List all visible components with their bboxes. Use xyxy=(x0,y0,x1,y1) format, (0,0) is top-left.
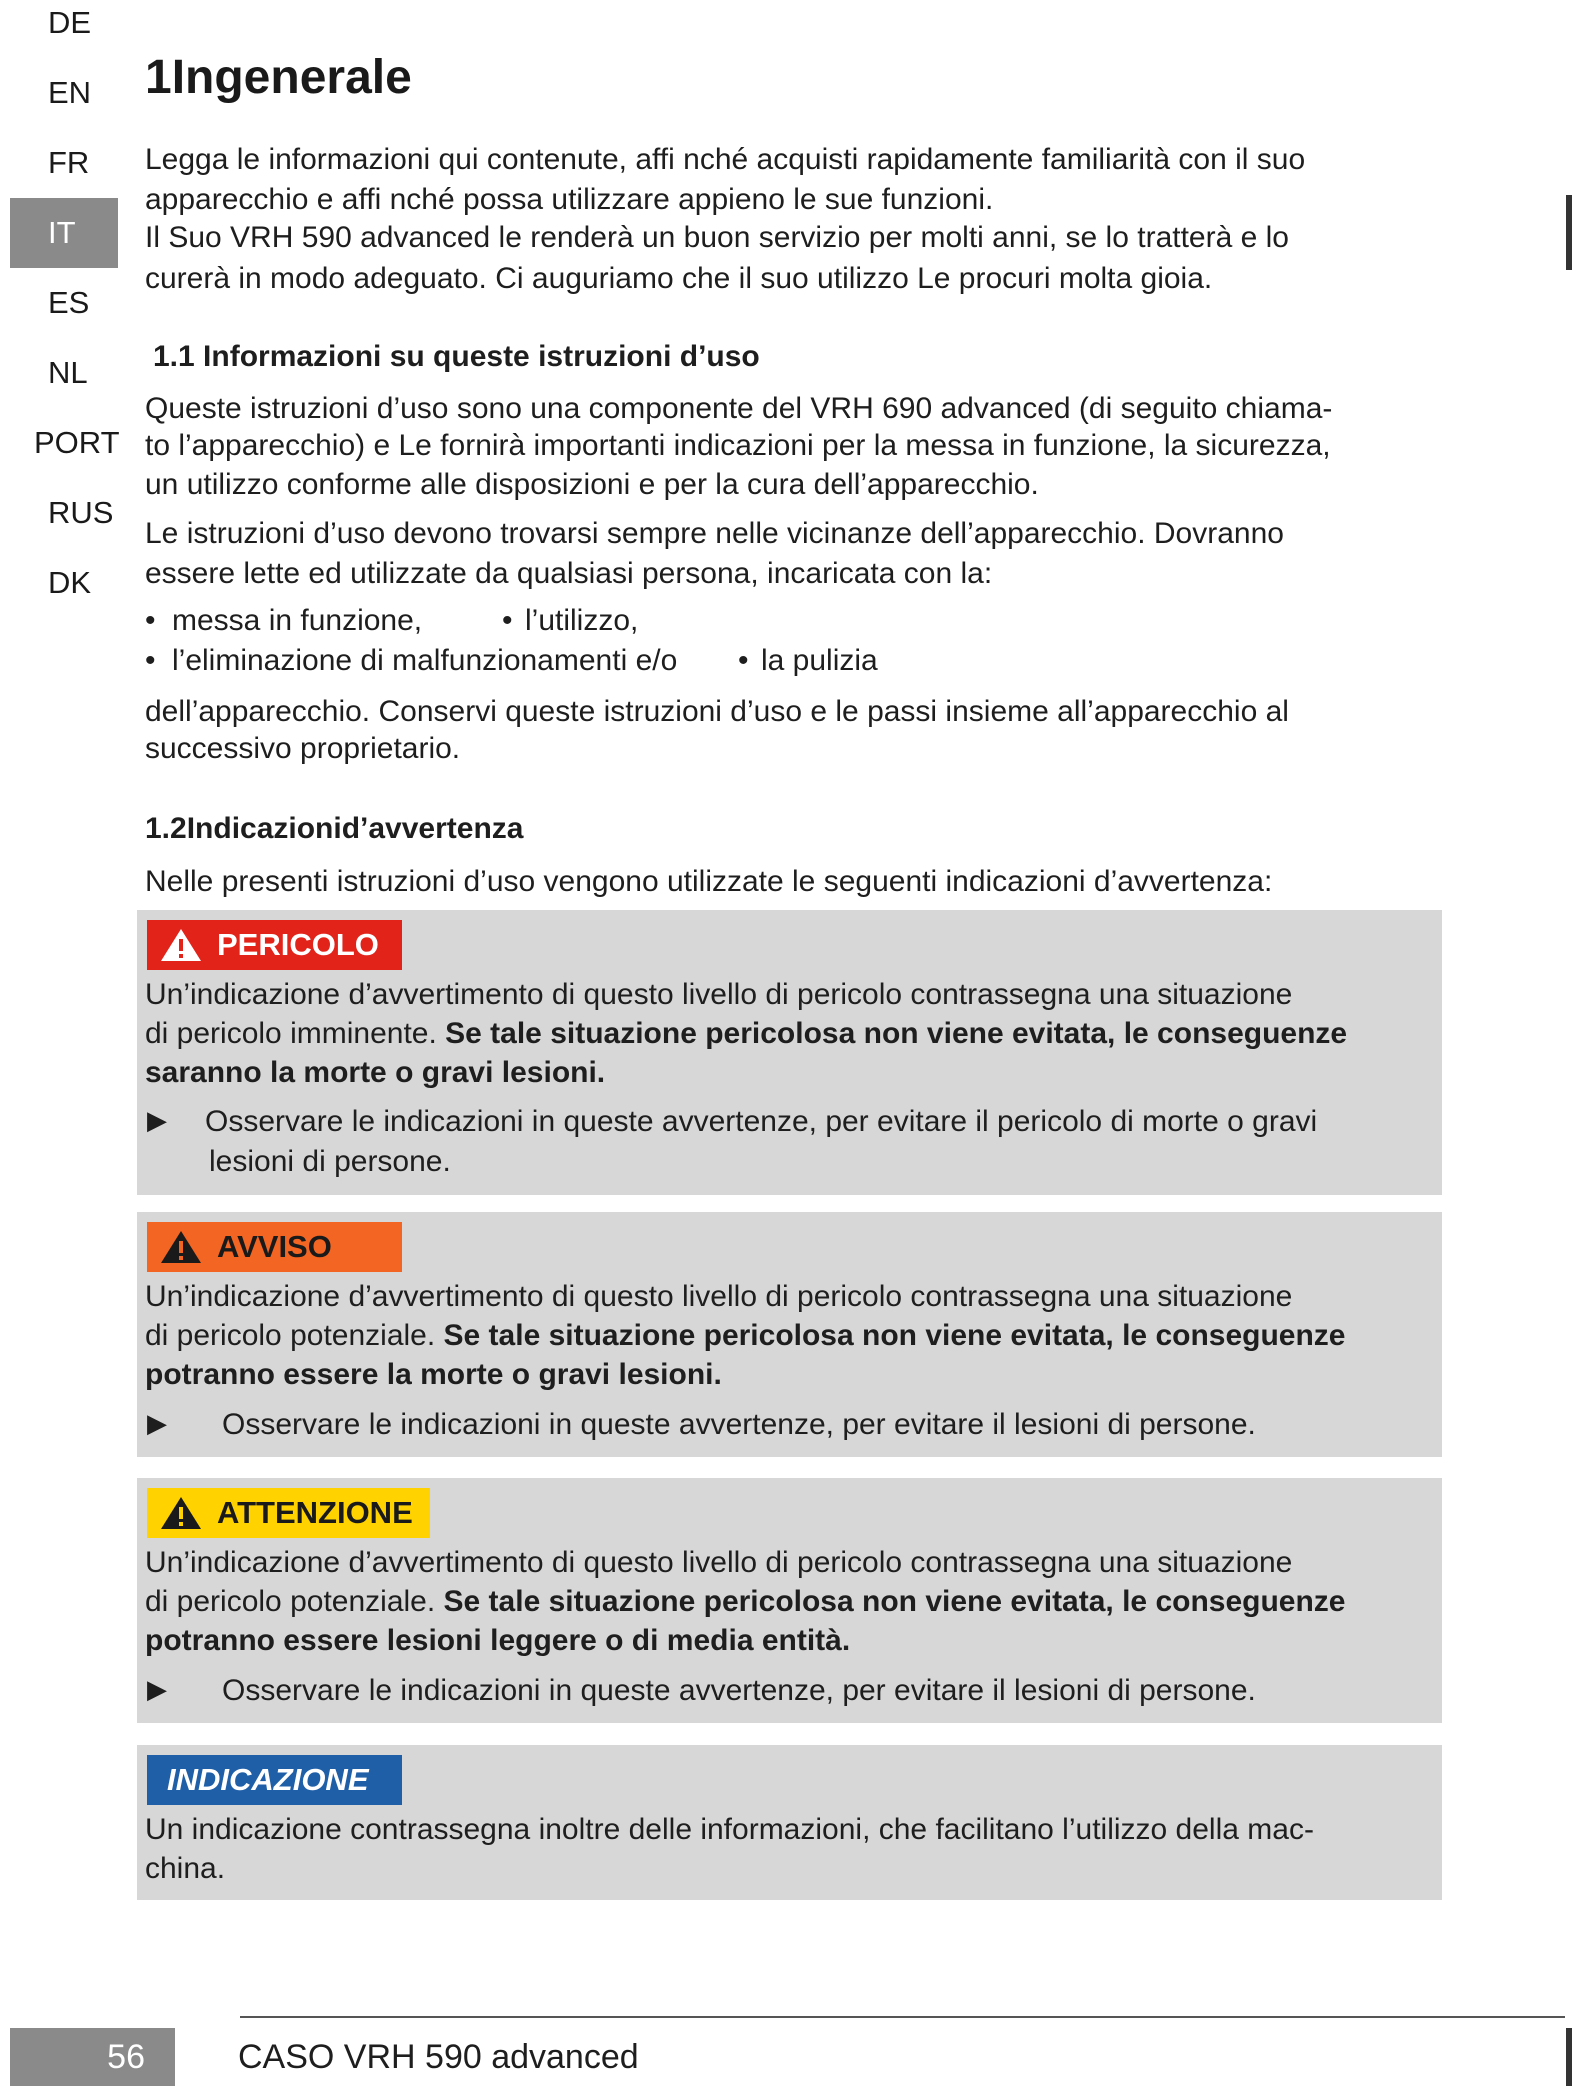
lang-tab-it[interactable]: IT xyxy=(10,198,118,268)
bullet-dot: • xyxy=(502,604,513,637)
intro-line: curerà in modo adeguato. Ci auguriamo che il suo utilizzo Le procuri molta gioia. xyxy=(145,262,1213,295)
arrow-right-icon: ▶ xyxy=(147,1105,167,1135)
page-edge-mark xyxy=(1566,195,1572,270)
section-text: Le istruzioni d’uso devono trovarsi sempre nelle vicinanze dell’apparecchio. Dovranno xyxy=(145,517,1284,550)
section-heading-1-1: 1.1 Informazioni su queste istruzioni d’uso xyxy=(153,340,760,373)
badge-indicazione xyxy=(147,1755,402,1805)
info-text xyxy=(145,1810,1314,1888)
text-normal: di pericolo potenziale. xyxy=(145,1319,444,1352)
bullet-dot: • xyxy=(145,604,156,637)
section-text: un utilizzo conforme alle disposizioni e per la cura dell’apparecchio. xyxy=(145,468,1039,501)
warning-box-attenzione xyxy=(137,1478,1442,1723)
warning-text xyxy=(145,1277,1346,1394)
section-text: essere lette ed utilizzate da qualsiasi persona, incaricata con la: xyxy=(145,557,993,590)
info-text-line: china. xyxy=(145,1852,226,1885)
lang-tab-rus[interactable]: RUS xyxy=(48,495,114,530)
page-edge-mark-bottom xyxy=(1566,2028,1572,2086)
warning-text-line xyxy=(145,1014,1347,1053)
section-text: dell’apparecchio. Conservi queste istruzioni d’uso e le passi insieme all’apparecchio al xyxy=(145,695,1289,728)
text-normal: di pericolo potenziale. xyxy=(145,1585,444,1618)
list-item: messa in funzione, xyxy=(172,604,423,637)
bullet-dot: • xyxy=(145,644,156,677)
text-bold: Se tale situazione pericolosa non viene evitata, le conseguenze xyxy=(445,1017,1348,1050)
warning-step: lesioni di persone. xyxy=(209,1145,451,1178)
info-text-line: Un indicazione contrassegna inoltre delle informazioni, che facilitano l’utilizzo della mac- xyxy=(145,1813,1314,1846)
badge-attenzione xyxy=(147,1488,430,1538)
section-heading-1-2: 1.2Indicazionid’avvertenza xyxy=(145,812,524,845)
list-item: l’utilizzo, xyxy=(525,604,639,637)
warning-text-line: Un’indicazione d’avvertimento di questo livello di pericolo contrassegna una situazione xyxy=(145,1546,1293,1579)
text-bold: potranno essere la morte o gravi lesioni. xyxy=(145,1358,722,1391)
list-item: l’eliminazione di malfunzionamenti e/o xyxy=(172,644,678,677)
badge-label: ATTENZIONE xyxy=(217,1495,413,1530)
text-normal: di pericolo imminente. xyxy=(145,1017,446,1050)
warning-triangle-icon xyxy=(159,1229,203,1265)
section-text: successivo proprietario. xyxy=(145,732,461,765)
info-box-indicazione xyxy=(137,1745,1442,1900)
badge-pericolo xyxy=(147,920,402,970)
warning-text-line: Un’indicazione d’avvertimento di questo livello di pericolo contrassegna una situazione xyxy=(145,1280,1293,1313)
lang-tab-port[interactable]: PORT xyxy=(34,425,120,460)
warning-text-line xyxy=(145,1582,1346,1621)
lang-tab-es[interactable]: ES xyxy=(48,285,90,320)
bullet-row xyxy=(145,644,878,678)
intro-line: apparecchio e affi nché possa utilizzare appieno le sue funzioni. xyxy=(145,183,994,216)
warning-text-line xyxy=(145,1621,1346,1660)
warning-triangle-icon xyxy=(159,927,203,963)
warning-text xyxy=(145,1543,1346,1660)
footer-title: CASO VRH 590 advanced xyxy=(238,2038,639,2076)
warning-step: Osservare le indicazioni in queste avvertenze, per evitare il lesioni di persone. xyxy=(222,1674,1256,1707)
badge-avviso xyxy=(147,1222,402,1272)
lang-tab-nl[interactable]: NL xyxy=(48,355,88,390)
lang-tab-en[interactable]: EN xyxy=(48,75,92,110)
badge-label: PERICOLO xyxy=(217,927,379,962)
section-text: Queste istruzioni d’uso sono una componente del VRH 690 advanced (di seguito chiama- xyxy=(145,392,1333,425)
arrow-right-icon: ▶ xyxy=(147,1408,167,1438)
warning-text-line xyxy=(145,1053,1347,1092)
arrow-right-icon: ▶ xyxy=(147,1674,167,1704)
lang-tab-dk[interactable]: DK xyxy=(48,565,92,600)
page-title: 1Ingenerale xyxy=(145,51,412,104)
warning-text xyxy=(145,975,1347,1092)
text-bold: potranno essere lesioni leggere o di media entità. xyxy=(145,1624,851,1657)
section-text: Nelle presenti istruzioni d’uso vengono utilizzate le seguenti indicazioni d’avvertenza: xyxy=(145,865,1273,898)
badge-label: INDICAZIONE xyxy=(167,1762,369,1797)
bullet-dot: • xyxy=(738,644,749,677)
intro-line: Il Suo VRH 590 advanced le renderà un buon servizio per molti anni, se lo tratterà e lo xyxy=(145,221,1289,254)
bullet-row xyxy=(145,604,638,638)
warning-text-line xyxy=(145,1355,1346,1394)
warning-step: Osservare le indicazioni in queste avvertenze, per evitare il pericolo di morte o gravi xyxy=(205,1105,1318,1138)
warning-triangle-icon xyxy=(159,1495,203,1531)
section-text: to l’apparecchio) e Le fornirà importanti indicazioni per la messa in funzione, la sicurezza, xyxy=(145,429,1331,462)
warning-step: Osservare le indicazioni in queste avvertenze, per evitare il lesioni di persone. xyxy=(222,1408,1256,1441)
text-bold: saranno la morte o gravi lesioni. xyxy=(145,1056,606,1089)
footer-rule xyxy=(240,2016,1565,2018)
lang-tab-de[interactable]: DE xyxy=(48,5,92,40)
text-bold: Se tale situazione pericolosa non viene evitata, le conseguenze xyxy=(443,1585,1346,1618)
warning-box-avviso xyxy=(137,1212,1442,1457)
text-bold: Se tale situazione pericolosa non viene evitata, le conseguenze xyxy=(443,1319,1346,1352)
warning-text-line xyxy=(145,1316,1346,1355)
intro-line: Legga le informazioni qui contenute, affi nché acquisti rapidamente familiarità con il suo xyxy=(145,143,1306,176)
page-number: 56 xyxy=(10,2028,175,2086)
warning-text-line: Un’indicazione d’avvertimento di questo livello di pericolo contrassegna una situazione xyxy=(145,978,1293,1011)
warning-box-pericolo xyxy=(137,910,1442,1195)
lang-tab-fr[interactable]: FR xyxy=(48,145,90,180)
list-item: la pulizia xyxy=(761,644,878,677)
badge-label: AVVISO xyxy=(217,1229,332,1264)
